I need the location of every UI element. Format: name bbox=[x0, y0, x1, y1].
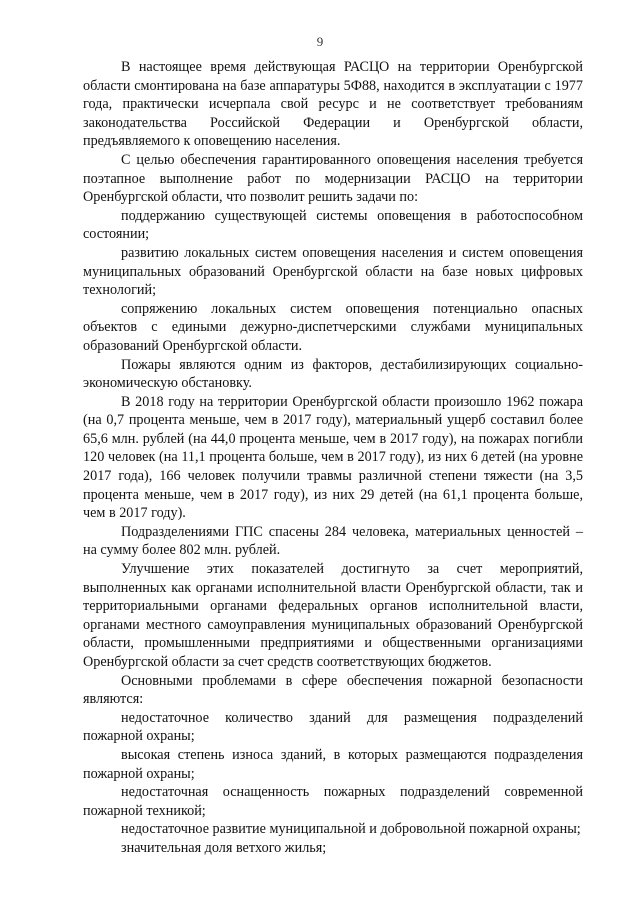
paragraph-modernization-goal: С целью обеспечения гарантированного оповещения населения требуется поэтапное выполнение работ по модернизации РАСЦО на территории Оренбургской области, что позволит решить задачи по: bbox=[83, 151, 583, 206]
list-item-maintain-system: поддержанию существующей системы оповещения в работоспособном состоянии; bbox=[83, 207, 583, 243]
list-item-equipment: недостаточная оснащенность пожарных подразделений современной пожарной техникой; bbox=[83, 784, 583, 819]
paragraph-main-problems: Основными проблемами в сфере обеспечения пожарной безопасности являются: bbox=[83, 672, 583, 708]
list-item-interface-systems: сопряжению локальных систем оповещения потенциально опасных объектов с едиными дежурно-диспетчерскими службами муниципальных образований Оренбургской области. bbox=[83, 300, 583, 354]
list-item-buildings-shortage: недостаточное количество зданий для размещения подразделений пожарной охраны; bbox=[83, 709, 583, 745]
paragraph-rasco-status: В настоящее время действующая РАСЦО на территории Оренбургской области смонтирована на базе аппаратуры 5Ф88, находится в эксплуатации с 1977 года, практически исчерпала свой ресурс и не соответствует требованиям законодательства Российской Федерации и Оренбургской области, предъявляемого к оповещению населения. bbox=[83, 59, 583, 150]
paragraph-fires-factor: Пожары являются одним из факторов, дестабилизирующих социально-экономическую обстановку. bbox=[83, 356, 583, 392]
list-item-develop-local-systems: развитию локальных систем оповещения населения и систем оповещения муниципальных образований Оренбургской области на базе новых цифровых технологий; bbox=[83, 244, 583, 299]
list-item-buildings-wear: высокая степень износа зданий, в которых размещаются подразделения пожарной охраны; bbox=[83, 746, 583, 782]
paragraph-improvement: Улучшение этих показателей достигнуто за счет мероприятий, выполненных как органами исполнительной власти Оренбургской области, так и территориальными органами федеральных органов исполнительной власти, органами местного самоуправления муниципальных образований Оренбургской области, промышленными предприятиями и общественными организациями Оренбургской области за счет средств соответствующих бюджетов. bbox=[83, 561, 583, 670]
list-item-municipal-fire-protection: недостаточное развитие муниципальной и добровольной пожарной охраны; bbox=[121, 821, 581, 838]
paragraph-fire-statistics: В 2018 году на территории Оренбургской области произошло 1962 пожара (на 0,7 процента меньше, чем в 2017 году), материальный ущерб составил более 65,6 млн. рублей (на 44,0 процента меньше, чем в 2017 году), на пожарах погибли 120 человек (на 11,1 процента больше, чем в 2017 году), из них 6 детей (на уровне 2017 года), 166 человек получили травмы различной степени тяжести (на 3,5 процента меньше, чем в 2017 году), из них 29 детей (на 61,1 процента больше, чем в 2017 году). bbox=[83, 393, 583, 522]
list-item-old-housing: значительная доля ветхого жилья; bbox=[121, 839, 327, 856]
paragraph-rescued: Подразделениями ГПС спасены 284 человека, материальных ценностей – на сумму более 802 млн. рублей. bbox=[83, 523, 583, 559]
document-body bbox=[83, 58, 583, 858]
page-number: 9 bbox=[316, 34, 324, 49]
